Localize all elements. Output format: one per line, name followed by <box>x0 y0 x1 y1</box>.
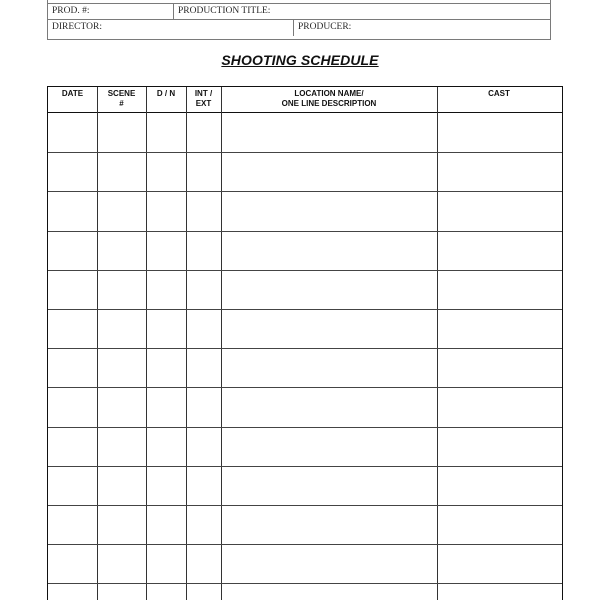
table-cell-cast[interactable] <box>437 309 561 348</box>
table-cell-dn[interactable] <box>146 113 186 152</box>
table-cell-date[interactable] <box>48 427 97 466</box>
table-cell-intext[interactable] <box>186 231 221 270</box>
table-cell-location[interactable] <box>221 113 437 152</box>
table-cell-intext[interactable] <box>186 152 221 191</box>
column-header-dn: D / N <box>156 89 176 98</box>
table-cell-dn[interactable] <box>146 348 186 387</box>
table-header-row <box>48 87 562 113</box>
table-cell-cast[interactable] <box>437 152 561 191</box>
table-cell-cast[interactable] <box>437 113 561 152</box>
table-cell-scene[interactable] <box>97 505 146 544</box>
table-cell-date[interactable] <box>48 191 97 230</box>
production-title-label: PRODUCTION TITLE: <box>178 6 271 16</box>
table-cell-location[interactable] <box>221 231 437 270</box>
schedule-table <box>47 86 563 600</box>
table-cell-dn[interactable] <box>146 427 186 466</box>
table-cell-dn[interactable] <box>146 583 186 600</box>
table-cell-scene[interactable] <box>97 348 146 387</box>
table-cell-location[interactable] <box>221 270 437 309</box>
director-label: DIRECTOR: <box>52 22 102 32</box>
table-cell-cast[interactable] <box>437 544 561 583</box>
table-cell-scene[interactable] <box>97 387 146 426</box>
table-cell-dn[interactable] <box>146 544 186 583</box>
table-cell-intext[interactable] <box>186 309 221 348</box>
table-cell-scene[interactable] <box>97 544 146 583</box>
table-cell-location[interactable] <box>221 427 437 466</box>
table-cell-dn[interactable] <box>146 505 186 544</box>
table-cell-date[interactable] <box>48 387 97 426</box>
prod-number-label: PROD. #: <box>52 6 90 16</box>
table-cell-date[interactable] <box>48 113 97 152</box>
table-cell-date[interactable] <box>48 152 97 191</box>
table-cell-cast[interactable] <box>437 583 561 600</box>
table-cell-scene[interactable] <box>97 466 146 505</box>
table-cell-dn[interactable] <box>146 387 186 426</box>
table-cell-location[interactable] <box>221 387 437 426</box>
table-cell-dn[interactable] <box>146 231 186 270</box>
table-cell-scene[interactable] <box>97 309 146 348</box>
table-cell-location[interactable] <box>221 505 437 544</box>
table-cell-location[interactable] <box>221 583 437 600</box>
column-header-location: LOCATION NAME/ ONE LINE DESCRIPTION <box>281 89 377 108</box>
table-cell-location[interactable] <box>221 466 437 505</box>
table-cell-scene[interactable] <box>97 191 146 230</box>
table-cell-cast[interactable] <box>437 387 561 426</box>
table-cell-location[interactable] <box>221 191 437 230</box>
production-info-box <box>47 0 551 40</box>
prod-number-field[interactable] <box>48 4 172 19</box>
table-cell-scene[interactable] <box>97 583 146 600</box>
table-cell-cast[interactable] <box>437 231 561 270</box>
table-cell-cast[interactable] <box>437 348 561 387</box>
table-cell-location[interactable] <box>221 348 437 387</box>
producer-field[interactable] <box>294 20 550 35</box>
table-cell-intext[interactable] <box>186 583 221 600</box>
table-cell-scene[interactable] <box>97 231 146 270</box>
table-cell-dn[interactable] <box>146 466 186 505</box>
producer-label: PRODUCER: <box>298 22 352 32</box>
table-cell-intext[interactable] <box>186 270 221 309</box>
table-cell-intext[interactable] <box>186 466 221 505</box>
table-cell-cast[interactable] <box>437 505 561 544</box>
table-cell-date[interactable] <box>48 348 97 387</box>
table-cell-date[interactable] <box>48 544 97 583</box>
table-cell-date[interactable] <box>48 231 97 270</box>
page-title: SHOOTING SCHEDULE <box>221 52 379 68</box>
table-cell-location[interactable] <box>221 309 437 348</box>
table-cell-cast[interactable] <box>437 466 561 505</box>
table-cell-scene[interactable] <box>97 152 146 191</box>
director-field[interactable] <box>48 20 292 35</box>
info-row-prod-title <box>48 3 550 19</box>
table-cell-date[interactable] <box>48 583 97 600</box>
table-cell-cast[interactable] <box>437 270 561 309</box>
table-cell-cast[interactable] <box>437 427 561 466</box>
table-cell-location[interactable] <box>221 544 437 583</box>
table-cell-scene[interactable] <box>97 270 146 309</box>
column-header-date: DATE <box>61 89 84 98</box>
column-header-intext: INT / EXT <box>194 89 213 108</box>
table-cell-date[interactable] <box>48 270 97 309</box>
table-cell-scene[interactable] <box>97 427 146 466</box>
production-title-field[interactable] <box>174 4 550 19</box>
table-cell-date[interactable] <box>48 309 97 348</box>
table-cell-intext[interactable] <box>186 505 221 544</box>
table-cell-dn[interactable] <box>146 152 186 191</box>
table-cell-location[interactable] <box>221 152 437 191</box>
table-cell-dn[interactable] <box>146 309 186 348</box>
table-cell-date[interactable] <box>48 466 97 505</box>
table-cell-intext[interactable] <box>186 191 221 230</box>
table-cell-dn[interactable] <box>146 191 186 230</box>
table-cell-intext[interactable] <box>186 113 221 152</box>
column-header-scene: SCENE # <box>107 89 136 108</box>
table-cell-intext[interactable] <box>186 544 221 583</box>
info-row-director-producer <box>48 19 550 35</box>
column-header-cast: CAST <box>488 89 510 98</box>
table-cell-intext[interactable] <box>186 427 221 466</box>
table-cell-scene[interactable] <box>97 113 146 152</box>
table-cell-intext[interactable] <box>186 387 221 426</box>
table-cell-dn[interactable] <box>146 270 186 309</box>
table-cell-date[interactable] <box>48 505 97 544</box>
table-cell-cast[interactable] <box>437 191 561 230</box>
table-cell-intext[interactable] <box>186 348 221 387</box>
